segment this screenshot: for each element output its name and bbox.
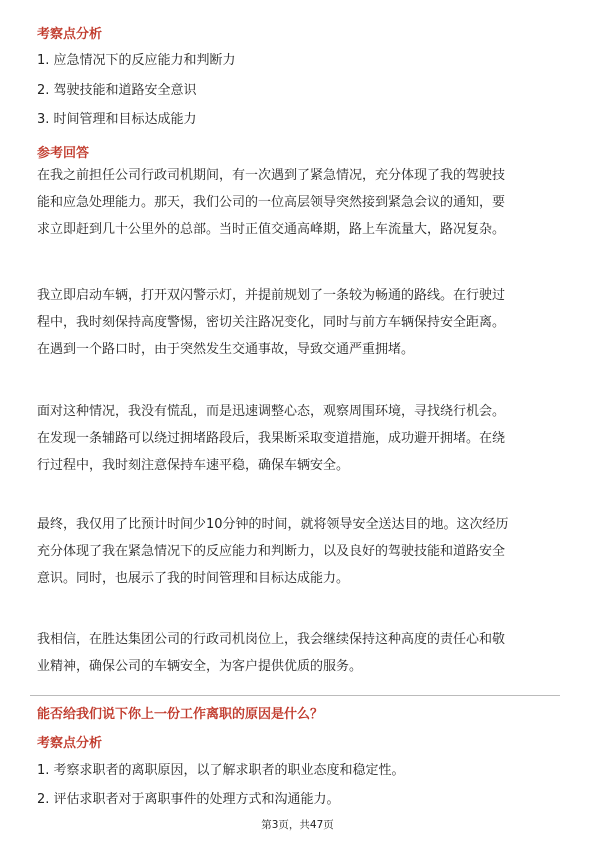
paragraph-line: 在我之前担任公司行政司机期间，有一次遇到了紧急情况，充分体现了我的驾驶技 — [37, 168, 506, 183]
analysis-item: 2. 驾驶技能和道路安全意识 — [37, 83, 197, 98]
page-number: 第3页，共47页 — [261, 819, 334, 831]
interview-question: 能否给我们说下你上一份工作离职的原因是什么？ — [37, 707, 324, 722]
analysis-item: 2. 评估求职者对于离职事件的处理方式和沟通能力。 — [37, 792, 340, 807]
paragraph-line: 我立即启动车辆，打开双闪警示灯，并提前规划了一条较为畅通的路线。在行驶过 — [37, 288, 506, 303]
paragraph-line: 在遇到一个路口时，由于突然发生交通事故，导致交通严重拥堵。 — [37, 342, 415, 357]
answer-paragraph — [37, 398, 562, 479]
answer-paragraph — [37, 282, 562, 363]
section-divider — [30, 695, 560, 696]
answer-paragraph — [37, 511, 562, 592]
paragraph-line: 程中，我时刻保持高度警惕，密切关注路况变化，同时与前方车辆保持安全距离。 — [37, 315, 506, 330]
paragraph-line: 业精神，确保公司的车辆安全，为客户提供优质的服务。 — [37, 659, 363, 674]
paragraph-line: 行过程中，我时刻注意保持车速平稳，确保车辆安全。 — [37, 458, 350, 473]
paragraph-line: 面对这种情况，我没有慌乱，而是迅速调整心态，观察周围环境，寻找绕行机会。 — [37, 404, 506, 419]
paragraph-line: 最终，我仅用了比预计时间少10分钟的时间，就将领导安全送达目的地。这次经历 — [37, 517, 509, 532]
paragraph-line: 在发现一条辅路可以绕过拥堵路段后，我果断采取变道措施，成功避开拥堵。在绕 — [37, 431, 506, 446]
analysis-item: 1. 应急情况下的反应能力和判断力 — [37, 53, 236, 68]
paragraph-line: 意识。同时，也展示了我的时间管理和目标达成能力。 — [37, 571, 350, 586]
paragraph-line: 我相信，在胜达集团公司的行政司机岗位上，我会继续保持这种高度的责任心和敬 — [37, 632, 506, 647]
paragraph-line: 能和应急处理能力。那天，我们公司的一位高层领导突然接到紧急会议的通知，要 — [37, 195, 506, 210]
analysis-item: 1. 考察求职者的离职原因，以了解求职者的职业态度和稳定性。 — [37, 763, 405, 778]
paragraph-line: 求立即赶到几十公里外的总部。当时正值交通高峰期，路上车流量大，路况复杂。 — [37, 222, 506, 237]
analysis-heading: 考察点分析 — [37, 736, 103, 751]
answer-paragraph — [37, 626, 562, 680]
answer-heading: 参考回答 — [37, 146, 90, 161]
paragraph-line: 充分体现了我在紧急情况下的反应能力和判断力，以及良好的驾驶技能和道路安全 — [37, 544, 506, 559]
analysis-item: 3. 时间管理和目标达成能力 — [37, 112, 197, 127]
answer-paragraph — [37, 162, 562, 243]
analysis-heading: 考察点分析 — [37, 27, 103, 42]
